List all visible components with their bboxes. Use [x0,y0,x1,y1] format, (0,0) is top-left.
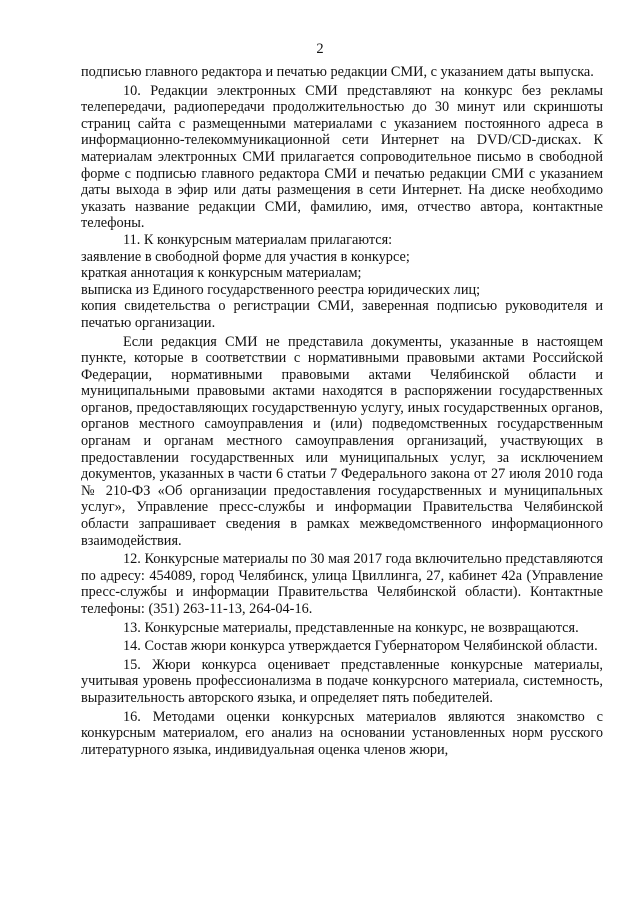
paragraph: подписью главного редактора и печатью редакции СМИ, с указанием даты выпуска. [81,64,594,80]
list-item: выписка из Единого государственного реестра юридических лиц; [81,281,481,298]
list-item: краткая аннотация к конкурсным материалам; [81,265,362,282]
page-number: 2 [316,41,324,57]
paragraph: 13. Конкурсные материалы, представленные на конкурс, не возвращаются. [123,619,579,636]
paragraph: 15. Жюри конкурса оценивает представленные конкурсные материалы, учитывая уровень профессионализма в подаче конкурсного материала, системность, выразительность авторского языка, и определяет пять победителей. [81,656,603,706]
list-item: заявление в свободной форме для участия в конкурсе; [81,248,410,265]
paragraph: 16. Методами оценки конкурсных материалов являются знакомство с конкурсным материалом, его анализ на основании установленных норм русского литературного языка, индивидуальная оценка членов жюри, [81,708,603,758]
document-body [81,64,603,758]
paragraph: 12. Конкурсные материалы по 30 мая 2017 года включительно представляются по адресу: 454089, город Челябинск, улица Цвиллинга, 27, кабинет 42а (Управление пресс-службы и информации Правительства Челябинской области). Контактные телефоны: (351) 263-11-13, 264-04-16. [81,551,603,617]
paragraph: Если редакция СМИ не представила документы, указанные в настоящем пункте, которые в соответствии с нормативными правовыми актами Российской Федерации, нормативными правовыми актами Челябинской области и муниципальными правовыми актами находятся в распоряжении государственных органов, предоставляющих государственную услугу, иных государственных органов, органов местного самоуправления и (или) подведомственных государственным органам и органам местного самоуправления организаций, участвующих в предоставлении государственных или муниципальных услуг, за исключением документов, указанных в части 6 статьи 7 Федерального закона от 27 июля 2010 года № 210-ФЗ «Об организации предоставления государственных и муниципальных услуг», Управление пресс-службы и информации Правительства Челябинской области запрашивает сведения в рамках межведомственного информационного взаимодействия. [81,333,603,549]
list-item: копия свидетельства о регистрации СМИ, заверенная подписью руководителя и печатью организации. [81,298,603,331]
paragraph: 14. Состав жюри конкурса утверждается Губернатором Челябинской области. [123,638,598,655]
paragraph: 10. Редакции электронных СМИ представляют на конкурс без рекламы телепередачи, радиопередачи продолжительностью до 30 минут или скриншоты страниц сайта с размещенными материалами с указанием постоянного адреса в информационно-телекоммуникационной сети Интернет на DVD/CD-дисках. К материалам электронных СМИ прилагается сопроводительное письмо в свободной форме с подписью главного редактора СМИ и печатью редакции СМИ с указанием даты выхода в эфир или даты размещения в сети Интернет. На диске необходимо указать название редакции СМИ, фамилию, имя, отчество автора, контактные телефоны. [81,82,603,232]
paragraph: 11. К конкурсным материалам прилагаются: [123,231,393,248]
